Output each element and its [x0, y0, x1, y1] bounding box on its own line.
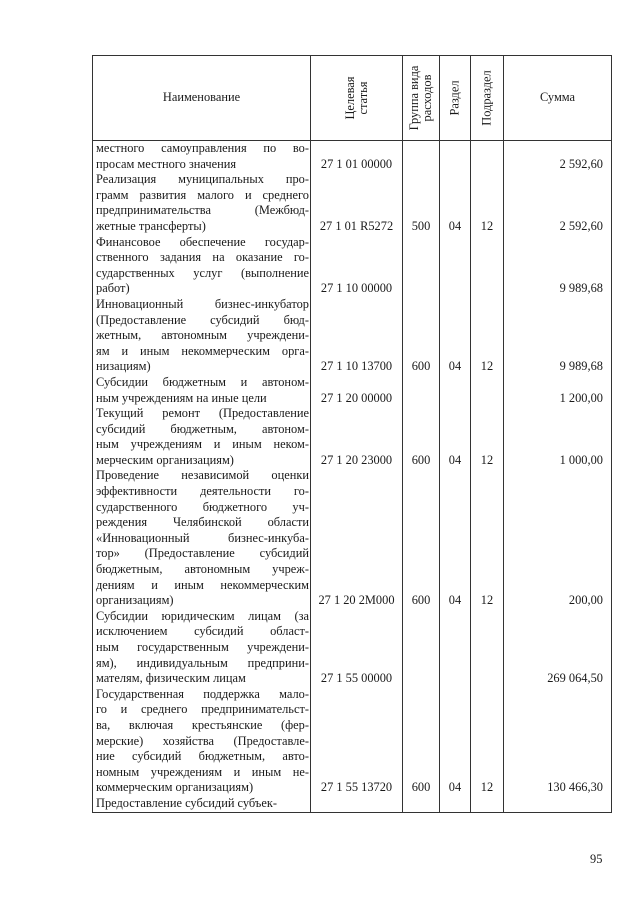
row-section: 04	[440, 468, 471, 608]
row-name-line: субсидий бюджетным, автоном-	[96, 421, 309, 436]
row-name-line: просам местного значения	[96, 156, 237, 171]
row-sum: 2 592,60	[504, 172, 612, 234]
row-subsection	[471, 235, 504, 297]
row-sum: 1 000,00	[504, 406, 612, 468]
row-subsection: 12	[471, 172, 504, 234]
table-row	[93, 609, 612, 687]
row-name-line: жетные трансферты)	[96, 218, 206, 233]
row-name-line: дениям и иным некоммерческим	[96, 577, 309, 592]
row-group	[403, 796, 440, 812]
table-row	[93, 172, 612, 234]
table-row	[93, 235, 612, 297]
row-name-line: Государственная поддержка мало-	[96, 686, 309, 701]
row-name-line: организациям)	[96, 593, 174, 608]
header-group-line-1: Группа вида	[407, 65, 421, 131]
row-name-line: низациям)	[96, 359, 151, 374]
row-name	[93, 687, 311, 796]
row-code: 27 1 20 23000	[311, 406, 403, 468]
header-section-label: Раздел	[447, 80, 462, 116]
row-name-line: ным государственным учреждени-	[96, 640, 309, 654]
row-section	[440, 235, 471, 297]
header-sum-label: Сумма	[539, 90, 576, 105]
header-code-line-1: Целевая	[342, 76, 357, 120]
row-name-line: бюджетным, автономным учреж-	[96, 562, 309, 577]
table-header-row	[93, 56, 612, 141]
row-name-line: Инновационный бизнес-инкубатор	[96, 296, 309, 311]
row-code: 27 1 20 00000	[311, 375, 403, 406]
row-group: 600	[403, 406, 440, 468]
row-section: 04	[440, 172, 471, 234]
table-row	[93, 297, 612, 375]
row-name-line: предпринимательства (Межбюд-	[96, 203, 309, 218]
row-group: 600	[403, 468, 440, 608]
row-sum: 1 200,00	[504, 375, 612, 406]
header-name	[93, 56, 311, 141]
row-name-line: исключением субсидий област-	[96, 624, 309, 639]
row-code: 27 1 01 R5272	[311, 172, 403, 234]
row-name	[93, 468, 311, 608]
row-sum: 130 466,30	[504, 687, 612, 796]
header-sum	[504, 56, 612, 141]
row-name-line: ям и иным некоммерческим орга-	[96, 343, 309, 358]
header-subsection	[471, 56, 504, 141]
row-subsection: 12	[471, 468, 504, 608]
row-name-line: коммерческим организациям)	[96, 780, 254, 795]
header-group	[403, 56, 440, 141]
row-name-line: мателям, физическим лицам	[96, 671, 246, 686]
row-subsection: 12	[471, 297, 504, 375]
table-row	[93, 796, 612, 812]
row-name-line: Реализация муниципальных про-	[96, 172, 309, 187]
table-row	[93, 375, 612, 406]
row-code: 27 1 01 00000	[311, 141, 403, 173]
row-code: 27 1 55 13720	[311, 687, 403, 796]
row-subsection: 12	[471, 406, 504, 468]
row-code: 27 1 10 00000	[311, 235, 403, 297]
row-section	[440, 141, 471, 173]
row-section	[440, 796, 471, 812]
row-name-line: ным учреждениям и иным неком-	[96, 437, 309, 452]
row-name-line: эффективности деятельности го-	[96, 484, 309, 499]
row-subsection	[471, 796, 504, 812]
row-group	[403, 141, 440, 173]
row-name-line: работ)	[96, 281, 130, 296]
row-name-line: грамм развития малого и среднего	[96, 187, 309, 202]
row-name-line: Проведение независимой оценки	[96, 468, 309, 483]
row-subsection	[471, 609, 504, 687]
row-name	[93, 406, 311, 468]
row-name-line: Субсидии юридическим лицам (за	[96, 608, 309, 623]
header-group-line-2: расходов	[420, 74, 434, 122]
row-name	[93, 141, 311, 173]
row-sum: 9 989,68	[504, 297, 612, 375]
row-name	[93, 375, 311, 406]
row-name-line: сударственных услуг (выполнение	[96, 265, 309, 280]
header-code	[311, 56, 403, 141]
row-name-line: ственного задания на оказание го-	[96, 250, 309, 265]
table-body	[93, 141, 612, 813]
row-name-line: (Предоставление субсидий бюд-	[96, 312, 309, 327]
header-name-label: Наименование	[162, 90, 241, 105]
row-group	[403, 609, 440, 687]
table-row	[93, 141, 612, 173]
row-name-line: ным учреждениям на иные цели	[96, 390, 267, 405]
row-subsection	[471, 141, 504, 173]
row-name-line: местного самоуправления по во-	[96, 141, 309, 155]
row-group: 600	[403, 687, 440, 796]
row-section: 04	[440, 687, 471, 796]
row-name-line: «Инновационный бизнес-инкуба-	[96, 530, 309, 545]
row-name	[93, 172, 311, 234]
row-code: 27 1 20 2М000	[311, 468, 403, 608]
row-code	[311, 796, 403, 812]
row-code: 27 1 10 13700	[311, 297, 403, 375]
row-group: 500	[403, 172, 440, 234]
budget-table	[92, 55, 612, 813]
row-section: 04	[440, 406, 471, 468]
row-name-line: го и среднего предпринимательст-	[96, 702, 309, 717]
row-section: 04	[440, 297, 471, 375]
row-section	[440, 375, 471, 406]
row-name-line: мерческим организациям)	[96, 452, 234, 467]
row-name-line: ние субсидий бюджетным, авто-	[96, 749, 309, 764]
row-name-line: мерские) хозяйства (Предоставле-	[96, 733, 309, 748]
header-code-line-2: статья	[355, 81, 370, 115]
row-name-line: ва, включая крестьянские (фер-	[96, 717, 309, 732]
row-sum: 200,00	[504, 468, 612, 608]
row-subsection	[471, 375, 504, 406]
table-row	[93, 687, 612, 796]
row-name-line: Текущий ремонт (Предоставление	[96, 406, 309, 421]
row-name-line: Субсидии бюджетным и автоном-	[96, 374, 309, 389]
row-name-line: реждения Челябинской области	[96, 515, 309, 530]
row-sum: 2 592,60	[504, 141, 612, 173]
row-name-line: тор» (Предоставление субсидий	[96, 546, 309, 561]
row-group	[403, 235, 440, 297]
row-sum	[504, 796, 612, 812]
page-number: 95	[590, 852, 603, 866]
row-subsection: 12	[471, 687, 504, 796]
row-name-line: Предоставление субсидий субъек-	[96, 795, 277, 810]
row-name	[93, 609, 311, 687]
row-name-line: номным учреждениям и иным не-	[96, 764, 309, 779]
row-sum: 269 064,50	[504, 609, 612, 687]
header-section	[440, 56, 471, 141]
row-name	[93, 297, 311, 375]
row-group	[403, 375, 440, 406]
table-row	[93, 468, 612, 608]
row-name	[93, 796, 311, 812]
row-sum: 9 989,68	[504, 235, 612, 297]
row-name-line: Финансовое обеспечение государ-	[96, 234, 309, 249]
row-name-line: жетным, автономным учреждени-	[96, 328, 309, 343]
row-name-line: сударственного бюджетного уч-	[96, 499, 309, 514]
table-row	[93, 406, 612, 468]
row-code: 27 1 55 00000	[311, 609, 403, 687]
row-name-line: ям), индивидуальным предприни-	[96, 655, 309, 670]
header-subsection-label: Подраздел	[479, 70, 494, 126]
row-name	[93, 235, 311, 297]
row-group: 600	[403, 297, 440, 375]
row-section	[440, 609, 471, 687]
